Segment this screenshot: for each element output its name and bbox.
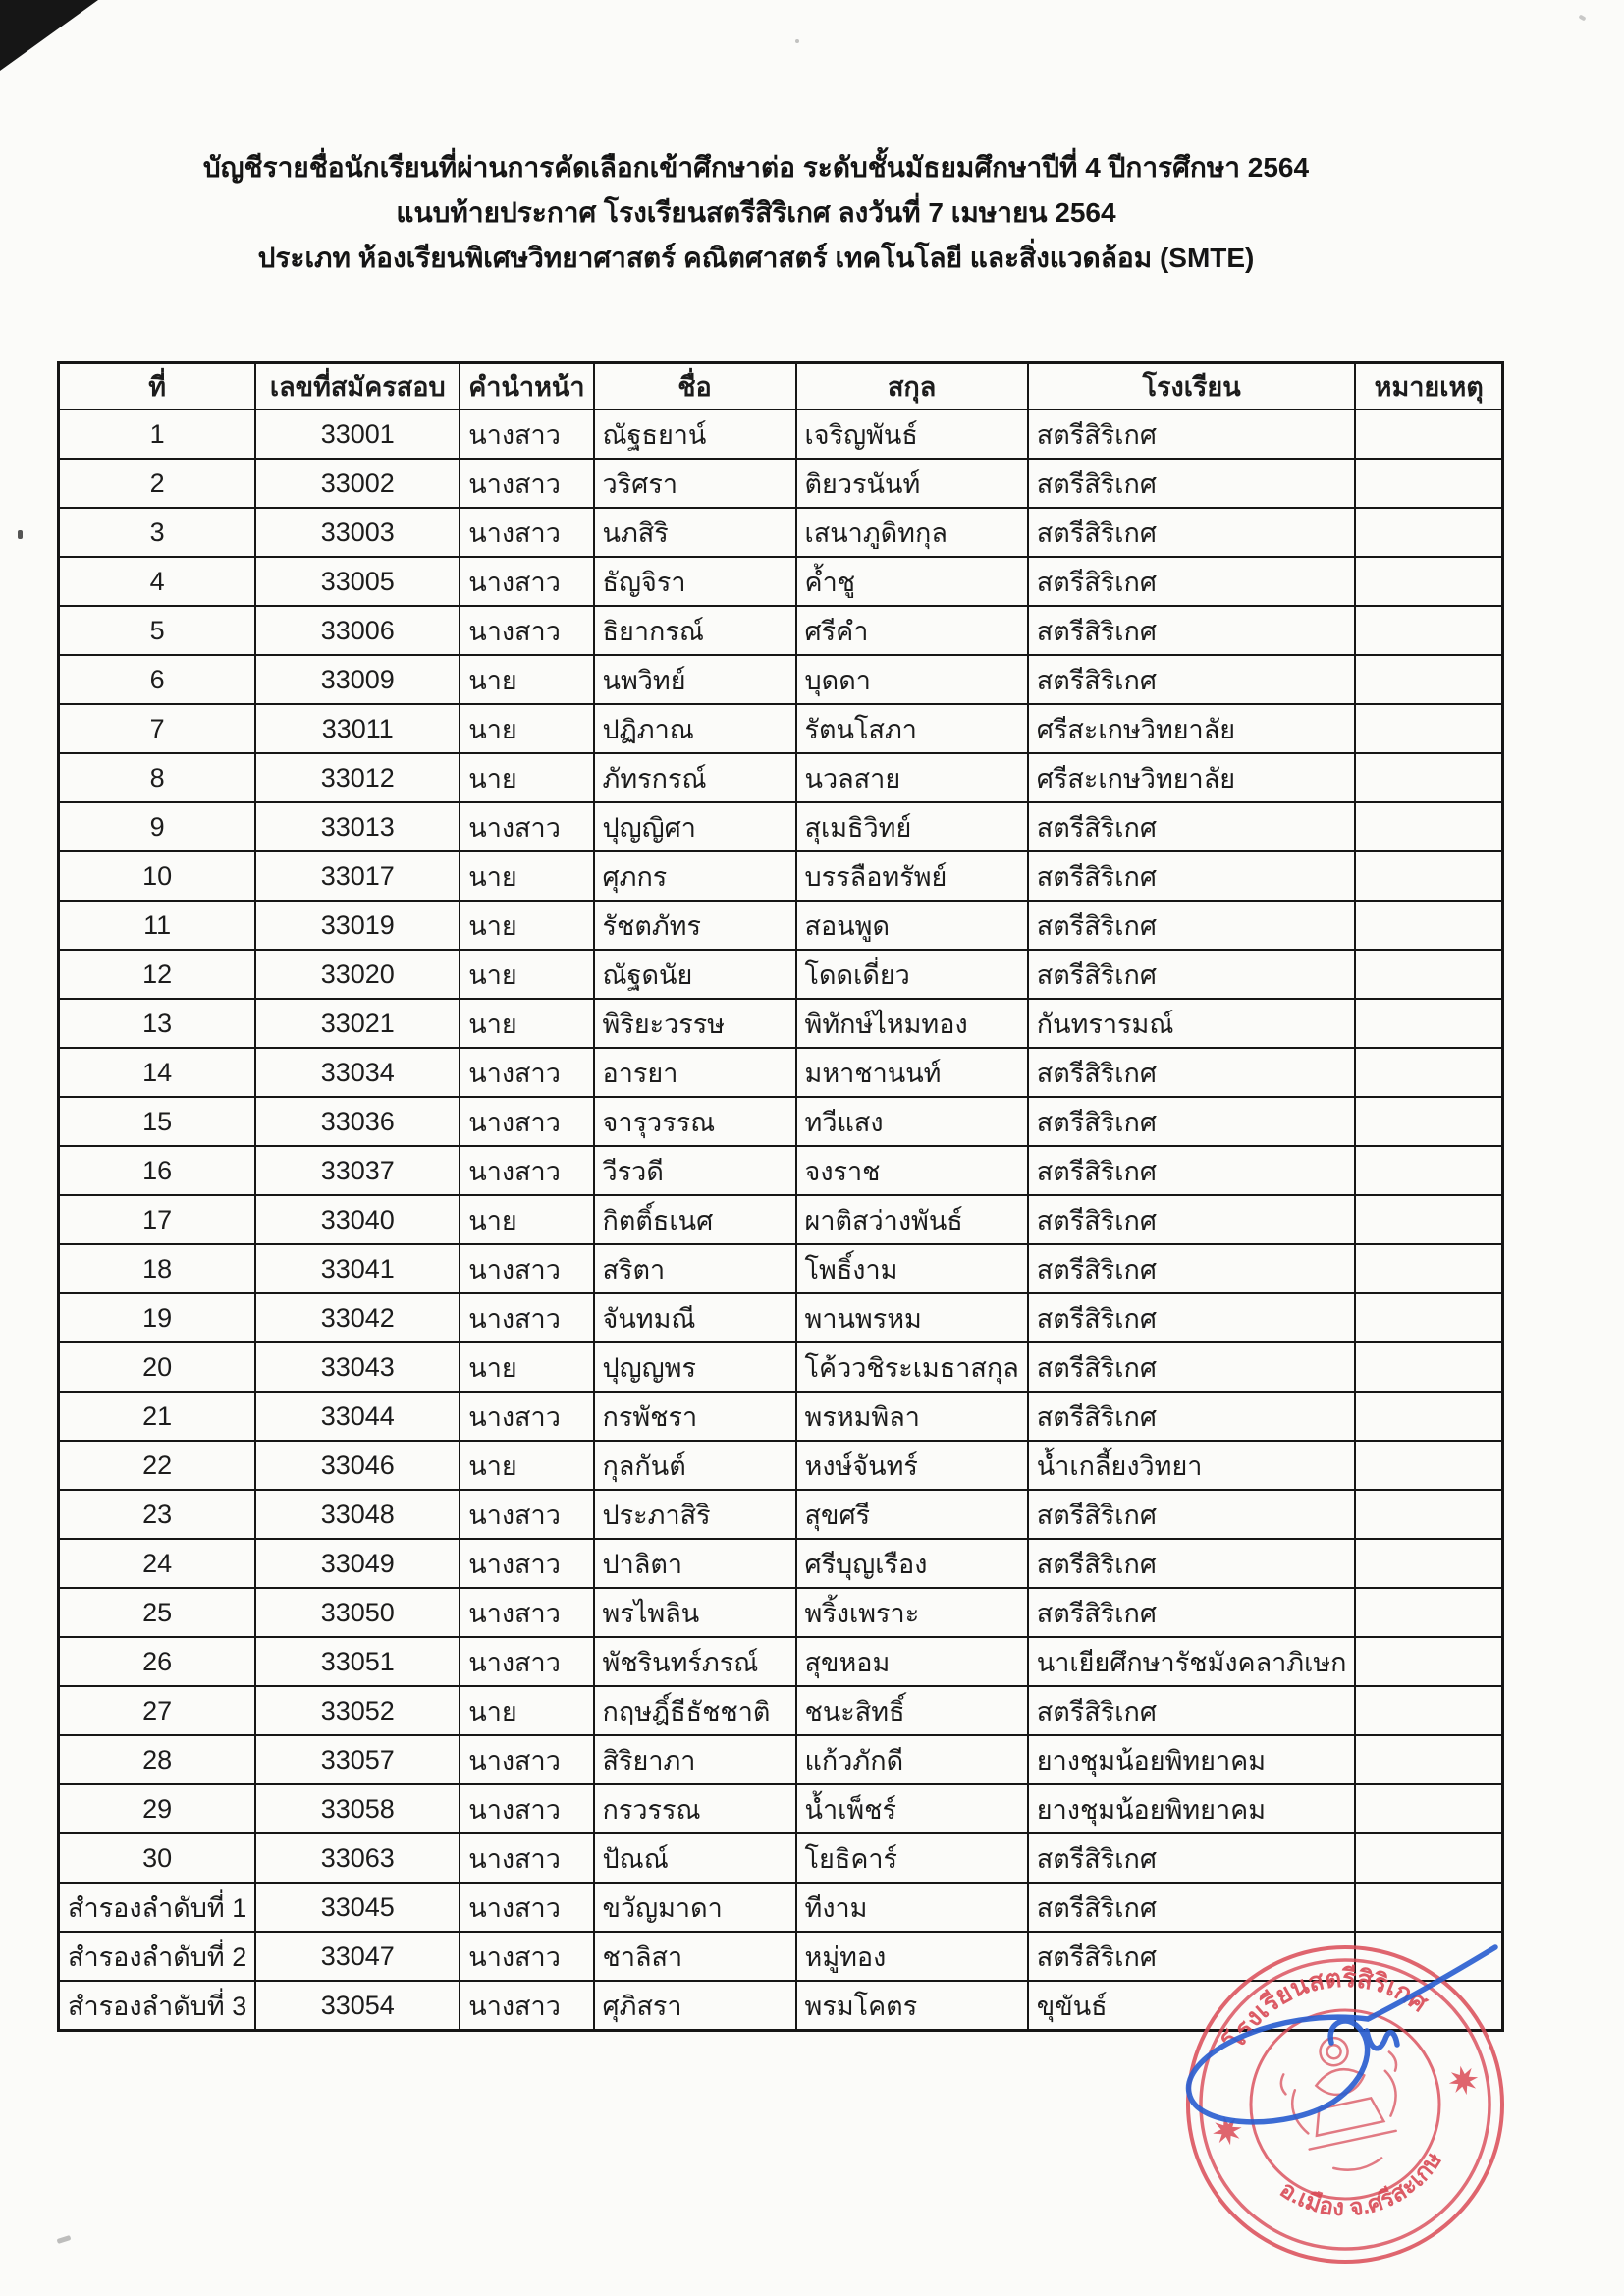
table-cell: ศรีคำ — [796, 606, 1028, 655]
scan-speck — [1578, 15, 1586, 22]
student-results-table — [57, 361, 1504, 2032]
table-cell — [1355, 1833, 1502, 1883]
table-cell: นวลสาย — [796, 753, 1028, 802]
column-header: หมายเหตุ — [1355, 363, 1502, 410]
table-cell: 8 — [59, 753, 256, 802]
table-cell: สอนพูด — [796, 901, 1028, 950]
table-cell: ศรีสะเกษวิทยาลัย — [1028, 704, 1356, 753]
table-cell: 28 — [59, 1735, 256, 1784]
title-line-3: ประเภท ห้องเรียนพิเศษวิทยาศาสตร์ คณิตศาสตร์ เทคโนโลยี และสิ่งแวดล้อม (SMTE) — [257, 243, 1255, 273]
table-cell: 33045 — [255, 1883, 460, 1932]
table-cell: จันทมณี — [594, 1293, 796, 1342]
table-cell — [1355, 1441, 1502, 1490]
table-cell: 17 — [59, 1195, 256, 1244]
table-cell: 33063 — [255, 1833, 460, 1883]
table-cell: 33052 — [255, 1686, 460, 1735]
table-cell: นาย — [460, 753, 593, 802]
table-cell: นาย — [460, 999, 593, 1048]
table-row — [59, 1146, 1503, 1195]
table-cell: สตรีสิริเกศ — [1028, 1293, 1356, 1342]
table-cell: 33013 — [255, 802, 460, 851]
table-cell: นางสาว — [460, 1146, 593, 1195]
table-cell: 27 — [59, 1686, 256, 1735]
table-cell — [1355, 1048, 1502, 1097]
table-cell: ศุภกร — [594, 851, 796, 901]
table-cell: 33009 — [255, 655, 460, 704]
table-cell: นางสาว — [460, 802, 593, 851]
table-cell: เสนาภูดิทกุล — [796, 508, 1028, 557]
table-cell: 33020 — [255, 950, 460, 999]
table-cell: สตรีสิริเกศ — [1028, 655, 1356, 704]
table-cell: 33017 — [255, 851, 460, 901]
table-cell: นางสาว — [460, 508, 593, 557]
table-row — [59, 1833, 1503, 1883]
table-cell — [1355, 1784, 1502, 1833]
table-cell: สตรีสิริเกศ — [1028, 1539, 1356, 1588]
table-cell: ชาลิสา — [594, 1932, 796, 1981]
table-cell: อารยา — [594, 1048, 796, 1097]
table-cell: สตรีสิริเกศ — [1028, 410, 1356, 459]
table-cell: 23 — [59, 1490, 256, 1539]
table-cell: โค้ววชิระเมธาสกุล — [796, 1342, 1028, 1392]
table-cell: 33012 — [255, 753, 460, 802]
table-cell: บรรลือทรัพย์ — [796, 851, 1028, 901]
table-cell: บุดดา — [796, 655, 1028, 704]
table-cell: 11 — [59, 901, 256, 950]
table-cell: กรพัชรา — [594, 1392, 796, 1441]
table-cell: 15 — [59, 1097, 256, 1146]
table-cell: นาย — [460, 950, 593, 999]
table-cell: 14 — [59, 1048, 256, 1097]
column-header: ที่ — [59, 363, 256, 410]
table-cell: นางสาว — [460, 410, 593, 459]
table-cell: จารุวรรณ — [594, 1097, 796, 1146]
table-cell — [1355, 557, 1502, 606]
table-cell: 33046 — [255, 1441, 460, 1490]
table-row — [59, 655, 1503, 704]
stamp-text-top: โรงเรียนสตรีสิริเกศ — [1218, 1962, 1434, 2054]
table-cell: กิตติ์ธเนศ — [594, 1195, 796, 1244]
table-row — [59, 1097, 1503, 1146]
table-cell: ศรีบุญเรือง — [796, 1539, 1028, 1588]
table-row — [59, 1048, 1503, 1097]
table-cell: 21 — [59, 1392, 256, 1441]
table-cell: นางสาว — [460, 1539, 593, 1588]
table-cell: นางสาว — [460, 1981, 593, 2031]
table-row — [59, 1490, 1503, 1539]
table-cell: วีรวดี — [594, 1146, 796, 1195]
table-cell: นาย — [460, 1342, 593, 1392]
table-row — [59, 1686, 1503, 1735]
table-cell: สุเมธิวิทย์ — [796, 802, 1028, 851]
table-cell — [1355, 1539, 1502, 1588]
table-cell: ขวัญมาดา — [594, 1883, 796, 1932]
table-cell: นพวิทย์ — [594, 655, 796, 704]
table-cell: 19 — [59, 1293, 256, 1342]
table-cell: 33047 — [255, 1932, 460, 1981]
table-cell: น้ำเกลี้ยงวิทยา — [1028, 1441, 1356, 1490]
table-cell: นาย — [460, 1441, 593, 1490]
scan-speck — [57, 2235, 72, 2244]
table-cell: นางสาว — [460, 459, 593, 508]
table-cell: ยางชุมน้อยพิทยาคม — [1028, 1735, 1356, 1784]
table-cell: ค้ำชู — [796, 557, 1028, 606]
table-cell: กฤษฎิ์ธีธัชชาติ — [594, 1686, 796, 1735]
table-row — [59, 508, 1503, 557]
table-cell: สตรีสิริเกศ — [1028, 1097, 1356, 1146]
table-cell: 26 — [59, 1637, 256, 1686]
table-cell: สตรีสิริเกศ — [1028, 508, 1356, 557]
table-cell: 18 — [59, 1244, 256, 1293]
table-cell: 33021 — [255, 999, 460, 1048]
column-header: เลขที่สมัครสอบ — [255, 363, 460, 410]
table-cell: 22 — [59, 1441, 256, 1490]
table-cell: 33006 — [255, 606, 460, 655]
table-header-row — [59, 363, 1503, 410]
table-cell — [1355, 999, 1502, 1048]
table-cell — [1355, 1490, 1502, 1539]
table-cell: ขุขันธ์ — [1028, 1981, 1356, 2031]
table-cell: นางสาว — [460, 1833, 593, 1883]
table-cell — [1355, 1244, 1502, 1293]
table-cell: แก้วภักดี — [796, 1735, 1028, 1784]
table-cell — [1355, 753, 1502, 802]
table-cell: เจริญพันธ์ — [796, 410, 1028, 459]
table-cell: สิริยาภา — [594, 1735, 796, 1784]
table-cell: 16 — [59, 1146, 256, 1195]
table-cell — [1355, 1588, 1502, 1637]
table-cell: สตรีสิริเกศ — [1028, 1686, 1356, 1735]
table-cell: นางสาว — [460, 606, 593, 655]
table-cell: ชนะสิทธิ์ — [796, 1686, 1028, 1735]
table-cell: นภสิริ — [594, 508, 796, 557]
table-cell: พิริยะวรรษ — [594, 999, 796, 1048]
table-cell: สตรีสิริเกศ — [1028, 802, 1356, 851]
table-cell: นาย — [460, 704, 593, 753]
table-cell: นาย — [460, 851, 593, 901]
table-cell: รัตนโสภา — [796, 704, 1028, 753]
table-cell: 33003 — [255, 508, 460, 557]
table-row — [59, 753, 1503, 802]
table-cell: นางสาว — [460, 1490, 593, 1539]
table-cell: 33040 — [255, 1195, 460, 1244]
table-cell: นางสาว — [460, 1244, 593, 1293]
table-cell: 33042 — [255, 1293, 460, 1342]
table-cell: ทวีแสง — [796, 1097, 1028, 1146]
column-header: คำนำหน้า — [460, 363, 593, 410]
table-cell — [1355, 1342, 1502, 1392]
table-cell: นางสาว — [460, 557, 593, 606]
signature — [1041, 1895, 1591, 2160]
table-cell: นาย — [460, 1195, 593, 1244]
scan-corner-artifact — [0, 0, 98, 71]
table-cell: นางสาว — [460, 1293, 593, 1342]
table-cell: ปาลิตา — [594, 1539, 796, 1588]
table-row — [59, 1441, 1503, 1490]
table-cell: พรมโคตร — [796, 1981, 1028, 2031]
table-cell: 33005 — [255, 557, 460, 606]
table-cell: นางสาว — [460, 1048, 593, 1097]
table-cell: 12 — [59, 950, 256, 999]
table-cell: 33037 — [255, 1146, 460, 1195]
table-cell — [1355, 950, 1502, 999]
table-cell: รัชตภัทร — [594, 901, 796, 950]
document-header — [20, 145, 1492, 281]
table-row — [59, 1637, 1503, 1686]
table-row — [59, 1293, 1503, 1342]
table-row — [59, 1342, 1503, 1392]
table-cell: สตรีสิริเกศ — [1028, 606, 1356, 655]
table-row — [59, 999, 1503, 1048]
table-cell: 10 — [59, 851, 256, 901]
table-cell: นางสาว — [460, 1097, 593, 1146]
table-row — [59, 1392, 1503, 1441]
table-cell: 33011 — [255, 704, 460, 753]
table-cell: ปัณณ์ — [594, 1833, 796, 1883]
table-cell: วริศรา — [594, 459, 796, 508]
table-cell: พรหมพิลา — [796, 1392, 1028, 1441]
table-cell: ภัทรกรณ์ — [594, 753, 796, 802]
table-cell: สตรีสิริเกศ — [1028, 1833, 1356, 1883]
table-cell: 29 — [59, 1784, 256, 1833]
table-cell: โพธิ์งาม — [796, 1244, 1028, 1293]
table-cell: นางสาว — [460, 1735, 593, 1784]
table-cell: นางสาว — [460, 1637, 593, 1686]
table-row — [59, 1244, 1503, 1293]
table-cell: ผาติสว่างพันธ์ — [796, 1195, 1028, 1244]
table-cell: นางสาว — [460, 1932, 593, 1981]
scan-speck — [795, 39, 799, 43]
table-cell: สุขศรี — [796, 1490, 1028, 1539]
table-cell: กรวรรณ — [594, 1784, 796, 1833]
table-cell: 9 — [59, 802, 256, 851]
table-cell — [1355, 802, 1502, 851]
table-cell: 33050 — [255, 1588, 460, 1637]
table-cell: สำรองลำดับที่ 1 — [59, 1883, 256, 1932]
table-cell: โยธิคาร์ — [796, 1833, 1028, 1883]
table-cell: ทีงาม — [796, 1883, 1028, 1932]
table-cell: สตรีสิริเกศ — [1028, 1195, 1356, 1244]
table-cell: ศุภิสรา — [594, 1981, 796, 2031]
table-cell: ปุญญพร — [594, 1342, 796, 1392]
table-row — [59, 1539, 1503, 1588]
table-row — [59, 1588, 1503, 1637]
table-cell: 24 — [59, 1539, 256, 1588]
column-header: ชื่อ — [594, 363, 796, 410]
table-cell: 3 — [59, 508, 256, 557]
table-row — [59, 851, 1503, 901]
table-cell — [1355, 1293, 1502, 1342]
table-cell: ปฏิภาณ — [594, 704, 796, 753]
table-cell: สตรีสิริเกศ — [1028, 459, 1356, 508]
table-cell: สำรองลำดับที่ 3 — [59, 1981, 256, 2031]
table-cell — [1355, 1097, 1502, 1146]
table-cell: กันทรารมณ์ — [1028, 999, 1356, 1048]
table-cell: 33034 — [255, 1048, 460, 1097]
table-cell: สตรีสิริเกศ — [1028, 1146, 1356, 1195]
table-row — [59, 950, 1503, 999]
table-cell — [1355, 1637, 1502, 1686]
table-cell: สตรีสิริเกศ — [1028, 557, 1356, 606]
table-cell: ศรีสะเกษวิทยาลัย — [1028, 753, 1356, 802]
table-cell: นาย — [460, 1686, 593, 1735]
table-cell: สำรองลำดับที่ 2 — [59, 1932, 256, 1981]
table-cell — [1355, 1195, 1502, 1244]
table-cell — [1355, 704, 1502, 753]
table-cell: กุลกันต์ — [594, 1441, 796, 1490]
table-cell: พัชรินทร์ภรณ์ — [594, 1637, 796, 1686]
table-cell: โดดเดี่ยว — [796, 950, 1028, 999]
table-cell — [1355, 459, 1502, 508]
column-header: โรงเรียน — [1028, 363, 1356, 410]
table-cell: 33002 — [255, 459, 460, 508]
table-cell: 13 — [59, 999, 256, 1048]
table-row — [59, 459, 1503, 508]
table-cell — [1355, 606, 1502, 655]
table-cell: น้ำเพ็ชร์ — [796, 1784, 1028, 1833]
table-cell — [1355, 410, 1502, 459]
table-cell: พิทักษ์ไหมทอง — [796, 999, 1028, 1048]
table-cell: 33058 — [255, 1784, 460, 1833]
table-cell: ติยวรนันท์ — [796, 459, 1028, 508]
table-cell: ยางชุมน้อยพิทยาคม — [1028, 1784, 1356, 1833]
table-cell: นางสาว — [460, 1784, 593, 1833]
scan-speck — [18, 530, 23, 539]
table-cell: 6 — [59, 655, 256, 704]
table-cell: สตรีสิริเกศ — [1028, 1048, 1356, 1097]
table-cell — [1355, 508, 1502, 557]
table-cell: 7 — [59, 704, 256, 753]
table-cell: สตรีสิริเกศ — [1028, 851, 1356, 901]
table-row — [59, 901, 1503, 950]
table-cell: 33036 — [255, 1097, 460, 1146]
table-cell — [1355, 1686, 1502, 1735]
table-cell: สตรีสิริเกศ — [1028, 1342, 1356, 1392]
stamp-text-bottom: อ.เมือง จ.ศรีสะเกษ — [1274, 2147, 1448, 2222]
table-cell: หมู่ทอง — [796, 1932, 1028, 1981]
table-cell: ณัฐธยาน์ — [594, 410, 796, 459]
table-cell: สตรีสิริเกศ — [1028, 950, 1356, 999]
table-cell: นางสาว — [460, 1883, 593, 1932]
table-cell: สตรีสิริเกศ — [1028, 1392, 1356, 1441]
table-cell: สุขหอม — [796, 1637, 1028, 1686]
table-cell: จงราช — [796, 1146, 1028, 1195]
table-cell: ณัฐดนัย — [594, 950, 796, 999]
table-cell: ธิยากรณ์ — [594, 606, 796, 655]
table-row — [59, 1735, 1503, 1784]
table-cell: สตรีสิริเกศ — [1028, 1932, 1356, 1981]
table-cell: 33049 — [255, 1539, 460, 1588]
table-row — [59, 802, 1503, 851]
column-header: สกุล — [796, 363, 1028, 410]
table-cell — [1355, 851, 1502, 901]
table-row — [59, 1195, 1503, 1244]
table-cell: สตรีสิริเกศ — [1028, 1490, 1356, 1539]
table-cell: ปุญญิศา — [594, 802, 796, 851]
table-cell — [1355, 1392, 1502, 1441]
table-cell: 25 — [59, 1588, 256, 1637]
table-cell: 33051 — [255, 1637, 460, 1686]
signature-stroke — [1189, 1947, 1495, 2122]
title-line-1: บัญชีรายชื่อนักเรียนที่ผ่านการคัดเลือกเข้าศึกษาต่อ ระดับชั้นมัธยมศึกษาปีที่ 4 ปีการศึกษา 2564 — [202, 152, 1310, 183]
table-row — [59, 606, 1503, 655]
table-cell: 1 — [59, 410, 256, 459]
title-line-2: แนบท้ายประกาศ โรงเรียนสตรีสิริเกศ ลงวันที่ 7 เมษายน 2564 — [396, 197, 1116, 228]
table-cell: สริตา — [594, 1244, 796, 1293]
table-cell — [1355, 901, 1502, 950]
table-cell: นาย — [460, 655, 593, 704]
table-cell: 33041 — [255, 1244, 460, 1293]
table-cell: สตรีสิริเกศ — [1028, 1883, 1356, 1932]
table-row — [59, 704, 1503, 753]
table-cell: สตรีสิริเกศ — [1028, 1244, 1356, 1293]
table-cell: 33019 — [255, 901, 460, 950]
table-cell: 4 — [59, 557, 256, 606]
table-cell: นางสาว — [460, 1588, 593, 1637]
table-cell: 33048 — [255, 1490, 460, 1539]
table-cell: สตรีสิริเกศ — [1028, 901, 1356, 950]
table-cell: 33044 — [255, 1392, 460, 1441]
results-table-body — [59, 410, 1503, 2031]
table-cell — [1355, 1735, 1502, 1784]
table-cell: ประภาสิริ — [594, 1490, 796, 1539]
table-cell: นางสาว — [460, 1392, 593, 1441]
table-cell: มหาชานนท์ — [796, 1048, 1028, 1097]
table-cell: พานพรหม — [796, 1293, 1028, 1342]
table-cell: สตรีสิริเกศ — [1028, 1588, 1356, 1637]
table-cell: 20 — [59, 1342, 256, 1392]
table-cell: พรไพลิน — [594, 1588, 796, 1637]
table-cell: 5 — [59, 606, 256, 655]
table-cell: 33043 — [255, 1342, 460, 1392]
table-cell: 30 — [59, 1833, 256, 1883]
table-cell: ธัญจิรา — [594, 557, 796, 606]
table-cell: นาย — [460, 901, 593, 950]
table-cell: 2 — [59, 459, 256, 508]
table-row — [59, 557, 1503, 606]
table-cell: นาเยียศึกษารัชมังคลาภิเษก — [1028, 1637, 1356, 1686]
table-cell: 33001 — [255, 410, 460, 459]
table-cell — [1355, 1146, 1502, 1195]
table-row — [59, 1784, 1503, 1833]
table-cell: หงษ์จันทร์ — [796, 1441, 1028, 1490]
table-cell: พริ้งเพราะ — [796, 1588, 1028, 1637]
table-cell: 33054 — [255, 1981, 460, 2031]
table-cell: 33057 — [255, 1735, 460, 1784]
table-cell — [1355, 655, 1502, 704]
table-row — [59, 410, 1503, 459]
